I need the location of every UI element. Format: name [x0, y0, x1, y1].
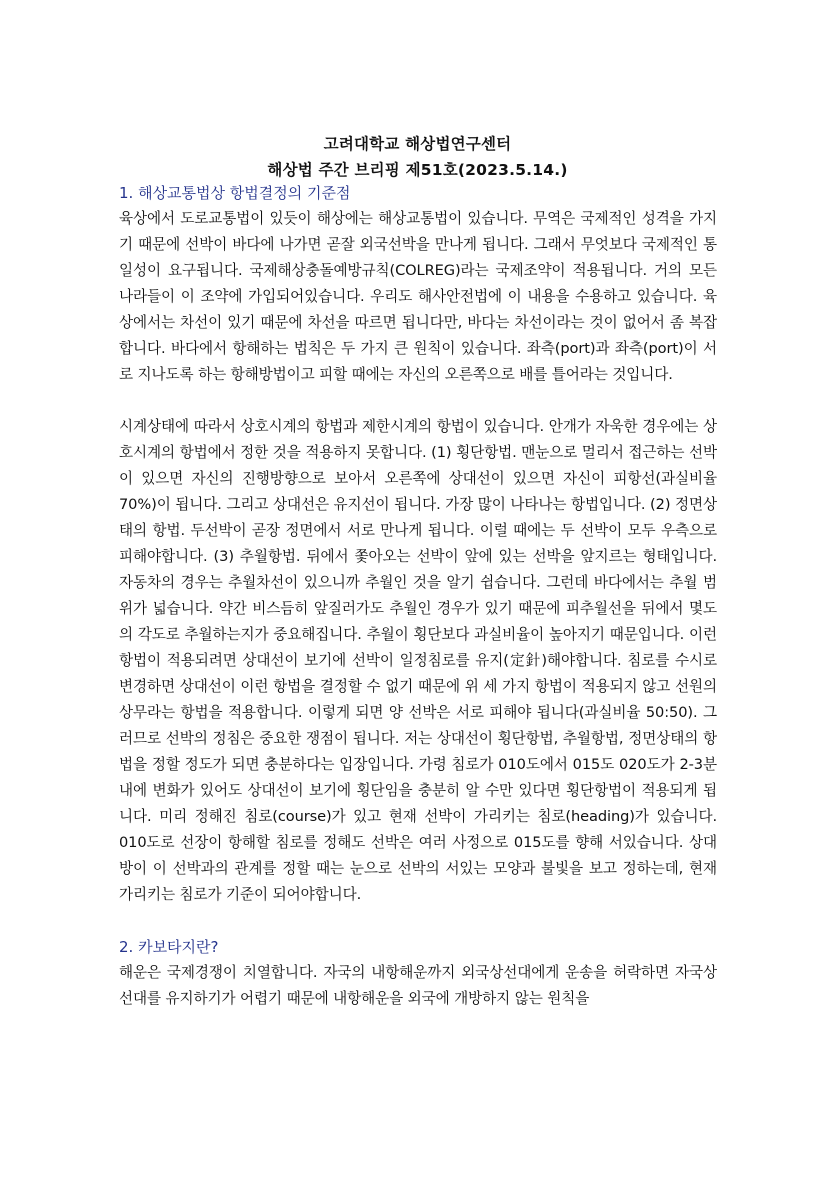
section-1-paragraph-2: 시계상태에 따라서 상호시계의 항법과 제한시계의 항법이 있습니다. 안개가 자욱한 경우에는 상호시계의 항법에서 정한 것을 적용하지 못합니다. (1) 횡단항법. 맨눈으로 멀리서 접근하는 선박이 있으면 자신의 진행방향으로 보아서 오른쪽에 상대선이 있으면 자신이 피항선(과실비율 70%)이 됩니다. 그리고 상대선은 유지선이 됩니다. 가장 많이 나타나는 항법입니다. (2) 정면상태의 항법. 두선박이 곧장 정면에서 서로 만나게 됩니다. 이럴 때에는 두 선박이 모두 우측으로 피해야합니다. (3) 추월항법. 뒤에서 쫓아오는 선박이 앞에 있는 선박을 앞지르는 형태입니다. 자동차의 경우는 추월차선이 있으니까 추월인 것을 알기 쉽습니다. 그런데 바다에서는 추월 범위가 넓습니다. 약간 비스듬히 앞질러가도 추월인 경우가 있기 때문에 피추월선을 뒤에서 몇도의 각도로 추월하는지가 중요해집니다. 추월이 횡단보다 과실비율이 높아지기 때문입니다. 이런 항법이 적용되려면 상대선이 보기에 선박이 일정침로를 유지(定針)해야합니다. 침로를 수시로 변경하면 상대선이 이런 항법을 결정할 수 없기 때문에 위 세 가지 항법이 적용되지 않고 선원의 상무라는 항법을 적용합니다. 이렇게 되면 양 선박은 서로 피해야 됩니다(과실비율 50:50). 그러므로 선박의 정침은 중요한 쟁점이 됩니다. 저는 상대선이 횡단항법, 추월항법, 정면상태의 항법을 정할 정도가 되면 충분하다는 입장입니다. 가령 침로가 010도에서 015도 020도가 2-3분 내에 변화가 있어도 상대선이 보기에 횡단임을 충분히 알 수만 있다면 횡단항법이 적용되게 됩니다. 미리 정해진 침로(course)가 있고 현재 선박이 가리키는 침로(heading)가 있습니다. 010도로 선장이 항해할 침로를 정해도 선박은 여러 사정으로 015도를 향해 서있습니다. 상대방이 이 선박과의 관계를 정할 때는 눈으로 선박의 서있는 모양과 불빛을 보고 정하는데, 현재 가리키는 침로가 기준이 되어야합니다. — [119, 418, 717, 903]
section-2-paragraph-1: 해운은 국제경쟁이 치열합니다. 자국의 내항해운까지 외국상선대에게 운송을 허락하면 자국상선대를 유지하기가 어렵기 때문에 내항해운을 외국에 개방하지 않는 원칙을 — [119, 964, 717, 1007]
document-header — [0, 131, 835, 183]
document-body — [119, 180, 717, 1012]
section-1-heading: 1. 해상교통법상 항법결정의 기준점 — [119, 184, 351, 202]
organization-title: 고려대학교 해상법연구센터 — [323, 135, 512, 153]
issue-title: 해상법 주간 브리핑 제51호(2023.5.14.) — [267, 161, 568, 179]
paragraph-spacer — [119, 908, 717, 934]
section-2-heading: 2. 카보타지란? — [119, 938, 219, 956]
paragraph-spacer — [119, 388, 717, 414]
section-1-paragraph-1: 육상에서 도로교통법이 있듯이 해상에는 해상교통법이 있습니다. 무역은 국제적인 성격을 가지기 때문에 선박이 바다에 나가면 곧잘 외국선박을 만나게 됩니다. 그래서 무엇보다 국제적인 통일성이 요구됩니다. 국제해상충돌예방규칙(COLREG)라는 국제조약이 적용됩니다. 거의 모든 나라들이 이 조약에 가입되어있습니다. 우리도 해사안전법에 이 내용을 수용하고 있습니다. 육상에서는 차선이 있기 때문에 차선을 따르면 됩니다만, 바다는 차선이라는 것이 없어서 좀 복잡합니다. 바다에서 항해하는 법칙은 두 가지 큰 원칙이 있습니다. 좌측(port)과 좌측(port)이 서로 지나도록 하는 항해방법이고 피할 때에는 자신의 오른쪽으로 배를 틀어라는 것입니다. — [119, 210, 717, 383]
